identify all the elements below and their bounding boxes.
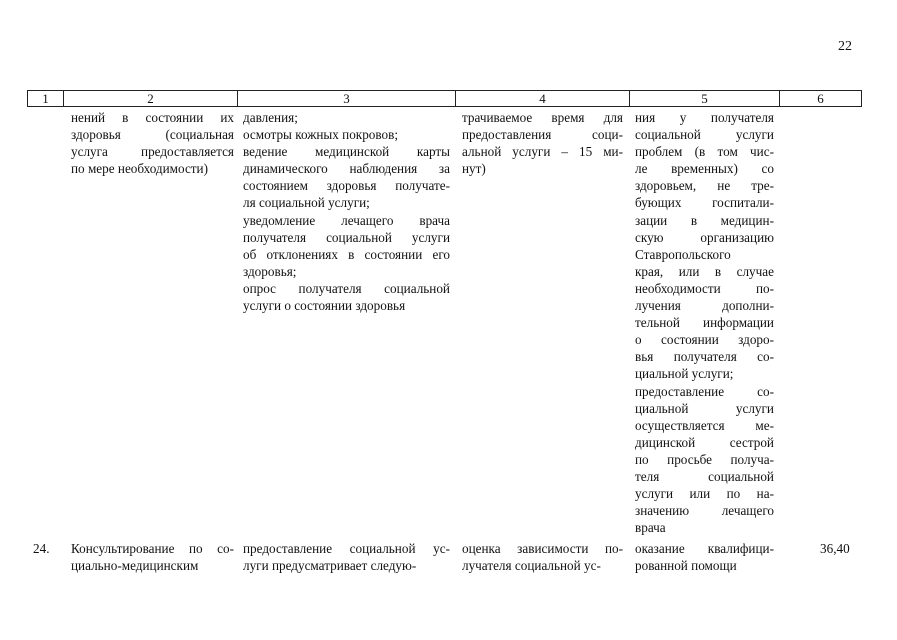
header-cell-5: 5 xyxy=(629,90,780,107)
text-line: ле временных) со xyxy=(635,161,774,177)
text-line: оценка зависимости по- xyxy=(462,541,623,556)
header-cell-4: 4 xyxy=(455,90,630,107)
text-line: ния у получателя xyxy=(635,110,774,125)
text-line: динамического наблюдения за xyxy=(243,161,450,177)
text-line: Консультирование по со- xyxy=(71,541,234,556)
text-line: об отклонениях в состоянии его xyxy=(243,246,450,262)
cell-continued-service-duration xyxy=(462,109,623,177)
text-line: предоставление социальной ус- xyxy=(243,541,450,556)
text-line: по просьбе получа- xyxy=(635,451,774,467)
cell-service-conditions xyxy=(635,540,774,574)
header-cell-2: 2 xyxy=(63,90,238,107)
text-line: тельной информации xyxy=(635,315,774,331)
text-line: края, или в случае xyxy=(635,263,774,279)
header-cell-3: 3 xyxy=(237,90,456,107)
text-line: опрос получателя социальной xyxy=(243,280,450,296)
text-line: состоянием здоровья получате- xyxy=(243,178,450,194)
text-line: уведомление лечащего врача xyxy=(243,212,450,228)
text-line: проблем (в том чис- xyxy=(635,144,774,160)
row-number: 24. xyxy=(33,541,50,556)
text-line: лучения дополни- xyxy=(635,298,774,314)
text-line: по мере необходимости) xyxy=(71,161,209,177)
cell-service-name xyxy=(71,540,234,574)
text-line: циальной услуги xyxy=(635,400,774,416)
text-line: бующих госпитали- xyxy=(635,195,774,211)
text-line: Ставропольского xyxy=(635,246,731,262)
cell-service-duration xyxy=(462,540,623,574)
text-line: здоровья (социальная xyxy=(71,127,234,143)
cell-continued-service-name xyxy=(71,109,234,177)
text-line: дицинской сестрой xyxy=(635,434,774,450)
text-line: циальной услуги; xyxy=(635,366,734,382)
text-line: о состоянии здоро- xyxy=(635,332,774,348)
text-line: услуга предоставляется xyxy=(71,144,234,160)
text-line: здоровьем, не тре- xyxy=(635,178,774,194)
text-line: ведение медицинской карты xyxy=(243,144,450,160)
text-line: циально-медицинским xyxy=(71,558,199,574)
text-line: трачиваемое время для xyxy=(462,110,623,125)
text-line: значению лечащего xyxy=(635,503,774,519)
text-line: нут) xyxy=(462,161,486,177)
text-line: скую организацию xyxy=(635,229,774,245)
cell-tariff: 36,40 xyxy=(820,541,850,556)
text-line: услуги или по на- xyxy=(635,486,774,502)
text-line: луги предусматривает следую- xyxy=(243,558,417,574)
text-line: ля социальной услуги; xyxy=(243,195,370,211)
text-line: теля социальной xyxy=(635,468,774,484)
header-cell-6: 6 xyxy=(779,90,862,107)
text-line: лучателя социальной ус- xyxy=(462,558,601,574)
text-line: услуги о состоянии здоровья xyxy=(243,298,406,314)
text-line: давления; xyxy=(243,110,298,125)
text-line: осмотры кожных покровов; xyxy=(243,127,399,143)
cell-service-content xyxy=(243,540,450,574)
text-line: предоставления соци- xyxy=(462,127,623,143)
text-line: зации в медицин- xyxy=(635,212,774,228)
cell-continued-service-content xyxy=(243,109,450,314)
text-line: здоровья; xyxy=(243,263,297,279)
header-cell-1: 1 xyxy=(27,90,64,107)
text-line: социальной услуги xyxy=(635,127,774,143)
text-line: осуществляется ме- xyxy=(635,417,774,433)
text-line: врача xyxy=(635,520,666,536)
page-number: 22 xyxy=(838,39,852,54)
text-line: предоставление со- xyxy=(635,383,774,399)
text-line: оказание квалифици- xyxy=(635,541,774,556)
text-line: рованной помощи xyxy=(635,558,737,574)
text-line: необходимости по- xyxy=(635,280,774,296)
text-line: нений в состоянии их xyxy=(71,110,234,125)
text-line: получателя социальной услуги xyxy=(243,229,450,245)
text-line: вья получателя со- xyxy=(635,349,774,365)
text-line: альной услуги – 15 ми- xyxy=(462,144,623,160)
cell-continued-service-conditions xyxy=(635,109,774,536)
